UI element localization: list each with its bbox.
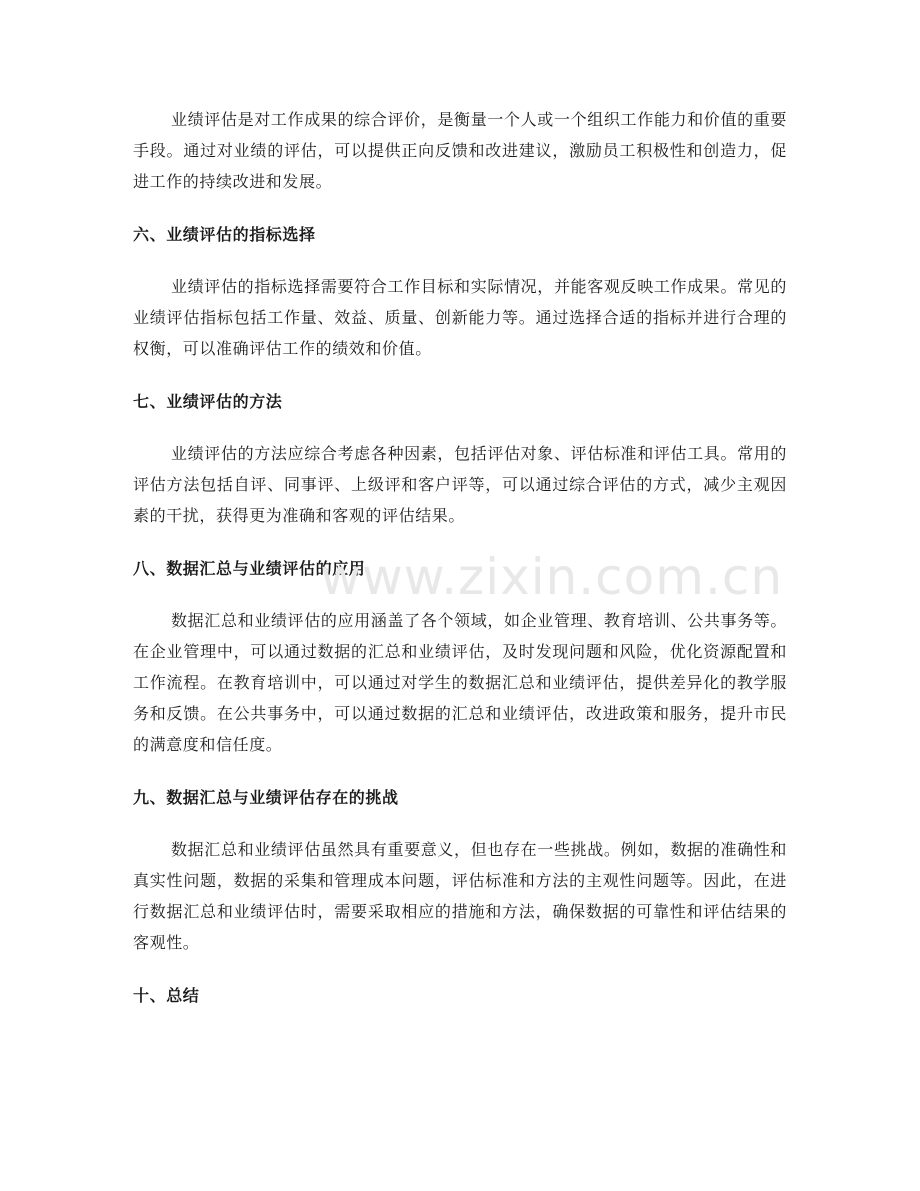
section-8-paragraph: 数据汇总和业绩评估的应用涵盖了各个领域，如企业管理、教育培训、公共事务等。在企业管理中，可以通过数据的汇总和业绩评估，及时发现问题和风险，优化资源配置和工作流程。在教育培训中，可以通过对学生的数据汇总和业绩评估，提供差异化的教学服务和反馈。在公共事务中，可以通过数据的汇总和业绩评估，改进政策和服务，提升市民的满意度和信任度。 xyxy=(133,611,787,754)
site-watermark: www.zixin.com.cn xyxy=(320,548,784,606)
section-heading-6: 六、业绩评估的指标选择 xyxy=(133,225,316,244)
intro-paragraph: 业绩评估是对工作成果的综合评价，是衡量一个人或一个组织工作能力和价值的重要手段。通过对业绩的评估，可以提供正向反馈和改进建议，激励员工积极性和创造力，促进工作的持续改进和发展。 xyxy=(133,110,787,191)
section-7-paragraph: 业绩评估的方法应综合考虑各种因素，包括评估对象、评估标准和评估工具。常用的评估方法包括自评、同事评、上级评和客户评等，可以通过综合评估的方式，减少主观因素的干扰，获得更为准确和客观的评估结果。 xyxy=(133,444,787,525)
section-9-paragraph: 数据汇总和业绩评估虽然具有重要意义，但也存在一些挑战。例如，数据的准确性和真实性问题，数据的采集和管理成本问题，评估标准和方法的主观性问题等。因此，在进行数据汇总和业绩评估时，需要采取相应的措施和方法，确保数据的可靠性和评估结果的客观性。 xyxy=(133,840,787,952)
section-heading-9: 九、数据汇总与业绩评估存在的挑战 xyxy=(133,788,399,807)
section-heading-8: 八、数据汇总与业绩评估的应用 xyxy=(133,559,366,578)
section-heading-10: 十、总结 xyxy=(133,986,200,1005)
section-6-paragraph: 业绩评估的指标选择需要符合工作目标和实际情况，并能客观反映工作成果。常见的业绩评估指标包括工作量、效益、质量、创新能力等。通过选择合适的指标并进行合理的权衡，可以准确评估工作的绩效和价值。 xyxy=(133,277,787,358)
section-heading-7: 七、业绩评估的方法 xyxy=(133,392,283,411)
document-body xyxy=(133,104,787,1008)
